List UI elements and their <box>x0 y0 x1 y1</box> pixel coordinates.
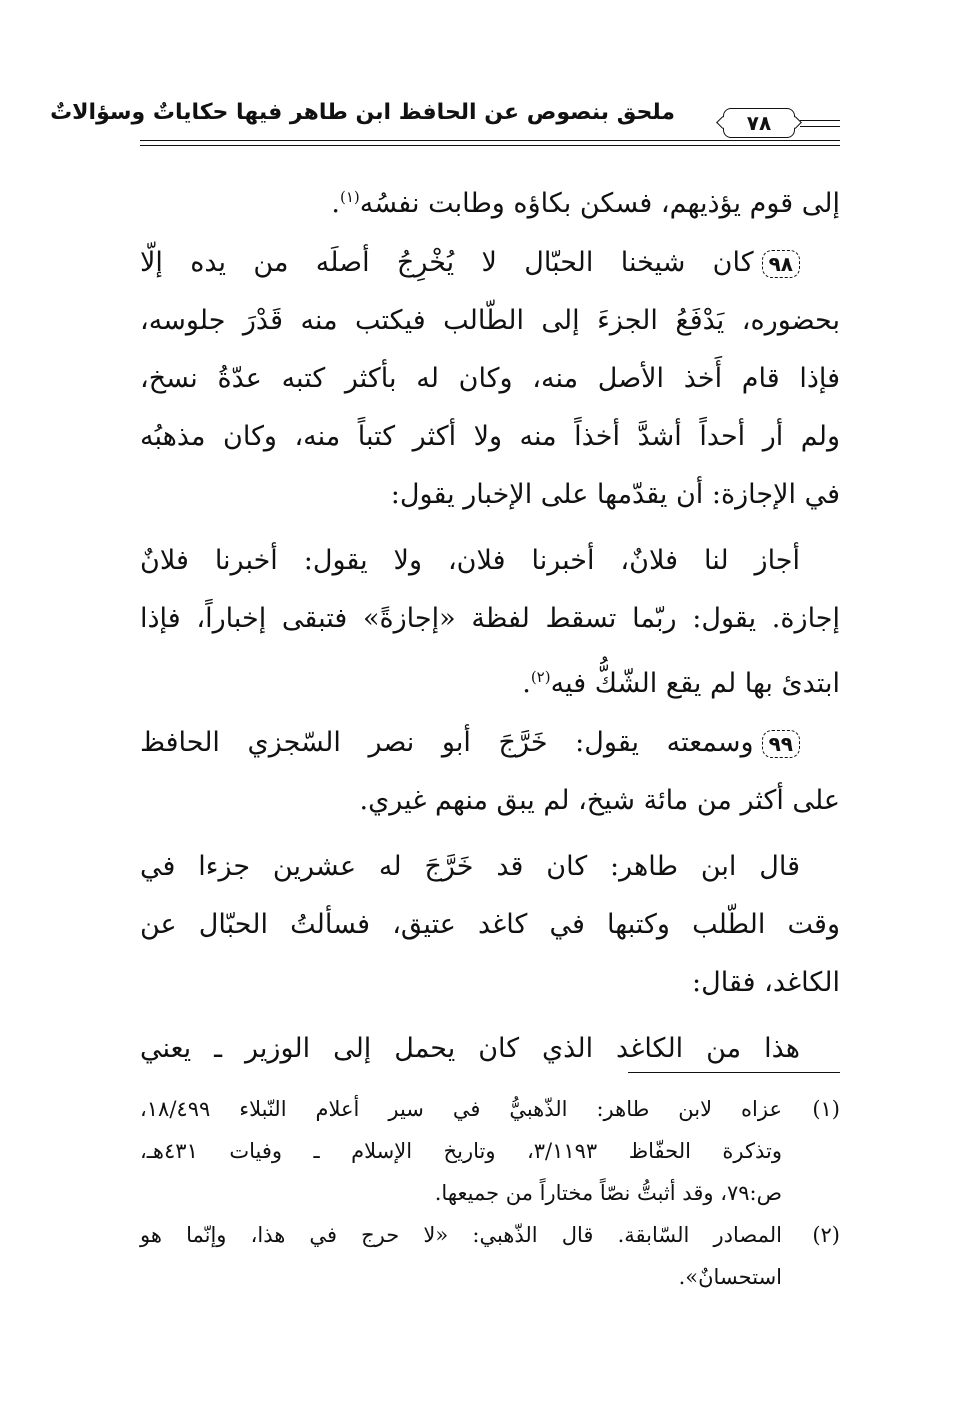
text-line: فإذا قام أَخذ الأصل منه، وكان له بأكثر كتبه عدّةُ نسخ، <box>140 363 840 394</box>
footnote-line: المصادر السّابقة. قال الذّهبي: «لا حرج في هذا، وإنّما هو <box>140 1223 782 1247</box>
footnote-number: (١) <box>812 1097 840 1121</box>
header-double-rule <box>140 140 840 146</box>
running-header <box>50 96 840 146</box>
text-line: أجاز لنا فلانٌ، أخبرنا فلان، ولا يقول: أخبرنا فلانٌ <box>140 545 800 576</box>
header-ornament-dash <box>800 120 840 127</box>
text-line: وقت الطّلب وكتبها في كاغد عتيق، فسألتُ الحبّال عن <box>140 909 840 940</box>
text-line-content: كان شيخنا الحبّال لا يُخْرِجُ أصلَه من يده إلّا <box>140 247 754 278</box>
paragraph <box>140 168 840 226</box>
paragraph <box>140 838 840 1012</box>
footnote-item <box>140 1088 840 1214</box>
footnote-line: عزاه لابن طاهر: الذّهبيُّ في سير أعلام النّبلاء ١٨/٤٩٩، <box>140 1097 782 1121</box>
paragraph <box>140 1020 840 1078</box>
entry-number-badge: ٩٨ <box>762 250 800 278</box>
text-line: هذا من الكاغد الذي كان يحمل إلى الوزير ـ يعني <box>140 1033 800 1064</box>
footnote-line: استحسانٌ». <box>678 1265 782 1289</box>
footnotes <box>140 1088 840 1298</box>
text-line: إجازة. يقول: ربّما تسقط لفظة «إجازةً» فتبقى إخباراً، فإذا <box>140 603 840 634</box>
footnote-item <box>140 1214 840 1298</box>
entry-number-badge: ٩٩ <box>762 730 800 758</box>
text-line <box>140 648 840 706</box>
text-line-content: وسمعته يقول: خَرَّجَ أبو نصر السّجزي الحافظ <box>140 727 754 758</box>
footnote-marker: (١) <box>339 188 360 206</box>
text-line <box>140 168 840 226</box>
main-text <box>140 168 840 1078</box>
text-line: قال ابن طاهر: كان قد خَرَّجَ له عشرين جزءا في <box>140 851 800 882</box>
text-line-content: ابتدئ بها لم يقع الشّكُّ فيه <box>550 668 840 699</box>
paragraph-entry-99 <box>140 714 840 830</box>
text-line: الكاغد، فقال: <box>692 967 840 998</box>
paragraph <box>140 532 840 706</box>
text-line: ولم أر أحداً أشدَّ أخذاً منه ولا أكثر كتباً منه، وكان مذهبُه <box>140 421 840 452</box>
footnote-line: ص:٧٩، وقد أثبتُّ نصّاً مختاراً من جميعها. <box>434 1181 782 1205</box>
paragraph-entry-98 <box>140 234 840 524</box>
text-line <box>140 234 840 292</box>
text-line-end: . <box>522 668 531 699</box>
text-line: بحضوره، يَدْفَعُ الجزءَ إلى الطّالب فيكتب منه قَدْرَ جلوسه، <box>140 305 840 336</box>
footnote-separator <box>628 1072 840 1073</box>
page-number: ٧٨ <box>723 108 795 138</box>
text-line-end: . <box>331 188 340 219</box>
text-line: على أكثر من مائة شيخ، لم يبق منهم غيري. <box>359 785 840 816</box>
text-line-content: إلى قوم يؤذيهم، فسكن بكاؤه وطابت نفسُه <box>359 188 840 219</box>
running-header-title: ملحق بنصوص عن الحافظ ابن طاهر فيها حكاياتٌ وسؤالاتٌ <box>50 100 675 125</box>
footnote-number: (٢) <box>812 1223 840 1247</box>
footnote-marker: (٢) <box>530 668 551 686</box>
text-line <box>140 714 840 772</box>
text-line: في الإجازة: أن يقدّمها على الإخبار يقول: <box>390 479 840 510</box>
footnote-line: وتذكرة الحفّاظ ٣/١١٩٣، وتاريخ الإسلام ـ وفيات ٤٣١هـ، <box>140 1139 782 1163</box>
